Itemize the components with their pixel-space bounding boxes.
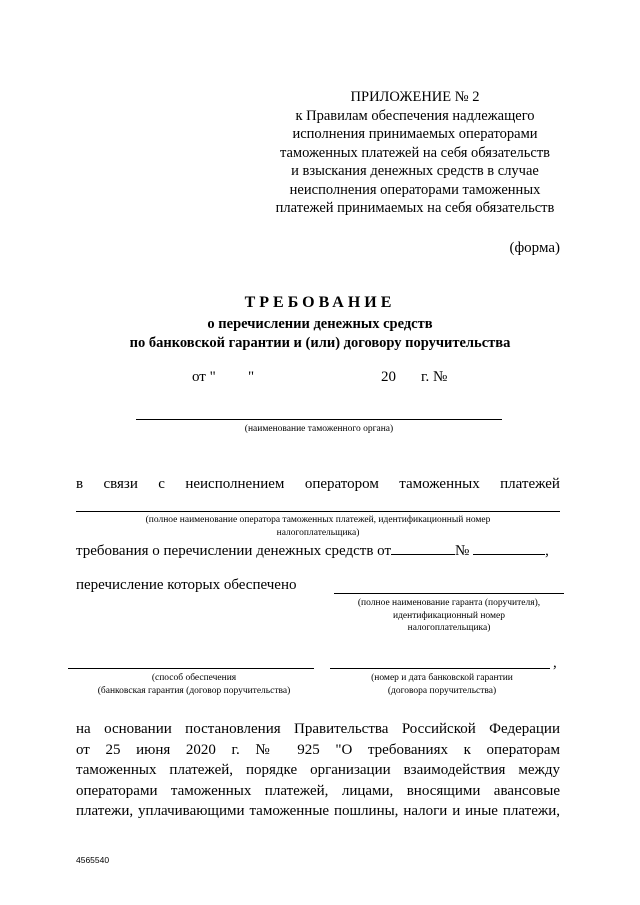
security-method-caption: [68, 672, 320, 697]
paragraph-line: платежи, уплачивающими таможенные пошлины, налоги и иные платежи,: [76, 803, 560, 819]
security-method-line[interactable]: [68, 668, 314, 669]
document-subtitle: по банковской гарантии и (или) договору поручительства: [129, 335, 511, 351]
in-connection-line: [76, 476, 560, 493]
operator-caption-line: (полное наименование оператора таможенных платежей, идентификационный номер: [145, 515, 491, 525]
security-method-caption-line: (банковская гарантия (договор поручительства): [97, 685, 291, 696]
appendix-line: таможенных платежей на себя обязательств: [279, 144, 551, 161]
requirement-number-field[interactable]: [473, 542, 545, 555]
date-from: от ": [192, 369, 216, 385]
word: платежей: [500, 476, 560, 492]
appendix-header: [265, 88, 565, 218]
guarantee-caption-line: (договора поручительства): [387, 685, 497, 696]
appendix-line: к Правилам обеспечения надлежащего: [295, 107, 535, 124]
document-subtitle: о перечислении денежных средств: [207, 316, 433, 332]
guarantor-caption-line: (полное наименование гаранта (поручителя),: [357, 598, 541, 608]
customs-authority-caption: (наименование таможенного органа): [244, 424, 394, 434]
paragraph-line: на основании постановления Правительства Российской Федерации: [76, 721, 560, 737]
appendix-line: и взыскания денежных средств в случае: [291, 163, 539, 179]
paragraph-line: от 25 июня 2020 г. № 925 "О требованиях к операторам: [76, 741, 560, 758]
guarantee-number-line[interactable]: [330, 668, 550, 669]
guarantee-comma: ,: [553, 655, 557, 671]
operator-caption: [76, 514, 560, 539]
customs-authority-line[interactable]: [136, 419, 502, 420]
date-number-label: г. №: [421, 369, 448, 385]
operator-name-line[interactable]: [76, 511, 560, 512]
appendix-line: исполнения принимаемых операторами: [292, 126, 538, 142]
guarantor-caption-line: идентификационный номер: [393, 610, 505, 621]
requirement-line: [76, 542, 566, 560]
requirement-number-sign: №: [455, 543, 470, 559]
guarantor-caption: [334, 597, 564, 635]
appendix-line: платежей принимаемых на себя обязательств: [275, 200, 555, 216]
requirement-text: требования о перечислении денежных средств от: [76, 543, 392, 559]
page-id: 4565540: [76, 855, 110, 865]
basis-paragraph: [76, 719, 560, 822]
word: в: [76, 476, 84, 492]
paragraph-line: операторами таможенных платежей, лицами, вносящими авансовые: [76, 782, 560, 799]
guarantor-line[interactable]: [334, 593, 564, 594]
word: связи: [103, 476, 138, 492]
operator-caption-line: налогоплательщика): [276, 527, 360, 538]
requirement-end: ,: [545, 543, 549, 559]
appendix-line: неисполнения операторами таможенных: [289, 181, 541, 198]
date-year: 20: [381, 369, 396, 385]
word: с: [158, 476, 165, 492]
requirement-date-field[interactable]: [391, 542, 455, 555]
guarantee-caption-line: (номер и дата банковской гарантии: [371, 673, 513, 683]
date-quote-close: ": [248, 369, 255, 385]
security-method-caption-line: (способ обеспечения: [151, 673, 237, 683]
guarantor-caption-line: налогоплательщика): [407, 623, 491, 633]
word: неисполнением: [185, 476, 285, 492]
word: оператором: [304, 476, 379, 492]
form-label: (форма): [509, 240, 560, 256]
guarantee-number-caption: [330, 672, 554, 697]
document-title: ТРЕБОВАНИЕ: [244, 294, 396, 311]
secured-text: перечисление которых обеспечено: [76, 577, 297, 593]
appendix-title: ПРИЛОЖЕНИЕ № 2: [350, 89, 480, 105]
word: таможенных: [399, 476, 480, 492]
paragraph-line: таможенных платежей, порядке организации взаимодействия между: [76, 762, 560, 778]
